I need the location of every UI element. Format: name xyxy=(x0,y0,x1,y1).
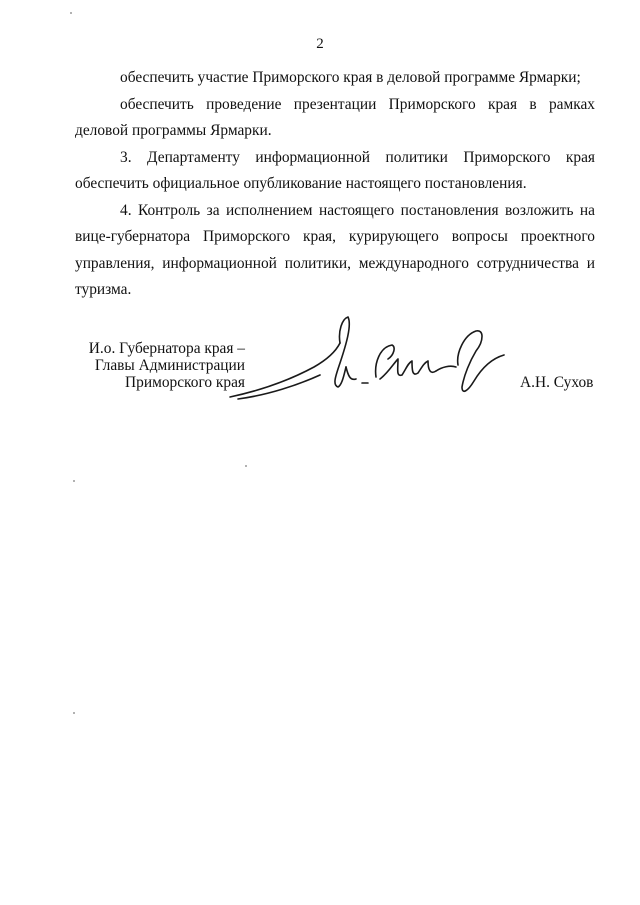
signature-block xyxy=(60,340,620,420)
signatory-title-line-2: Главы Администрации xyxy=(94,357,245,374)
scan-speck xyxy=(245,465,247,467)
signatory-title xyxy=(60,340,245,391)
paragraph-control: 4. Контроль за исполнением настоящего постановления возложить на вице-губернатора Приморского края, курирующего вопросы проектного управления, информационной политики, международного сотрудничества и туризма. xyxy=(75,201,595,298)
scan-speck xyxy=(70,12,72,14)
signatory-name: А.Н. Сухов xyxy=(520,374,594,391)
signatory-title-line-3: Приморского края xyxy=(125,374,245,391)
page-number: 2 xyxy=(316,36,324,52)
document-body xyxy=(75,65,595,304)
handwritten-signature xyxy=(228,315,508,415)
scan-speck xyxy=(73,480,75,482)
paragraph-participation: обеспечить участие Приморского края в деловой программе Ярмарки; xyxy=(120,69,581,86)
scan-speck xyxy=(73,712,75,714)
paragraph-presentation: обеспечить проведение презентации Приморского края в рамках деловой программы Ярмарки. xyxy=(75,95,595,139)
paragraph-publication: 3. Департаменту информационной политики Приморского края обеспечить официальное опубликование настоящего постановления. xyxy=(75,148,595,192)
signatory-title-line-1: И.о. Губернатора края – xyxy=(88,340,245,357)
